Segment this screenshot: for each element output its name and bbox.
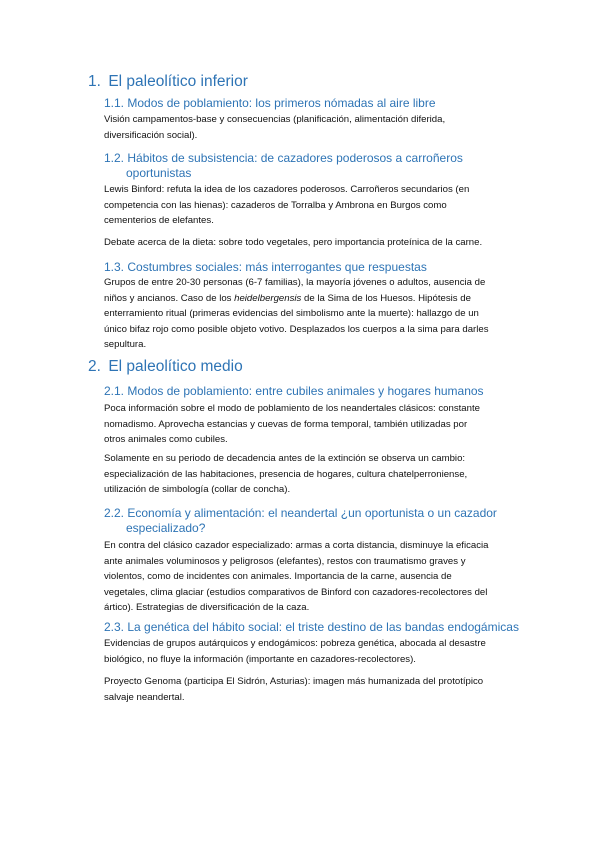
paragraph <box>104 636 514 667</box>
text-line: ártico). Estrategias de diversificación de la caza. <box>104 602 310 613</box>
text-line: único bifaz rojo como posible objeto votivo. Desplazados los cuerpos a la sima para darles <box>104 323 489 335</box>
text-line: diversificación social). <box>104 129 198 141</box>
text-line: salvaje neandertal. <box>104 691 185 703</box>
text-line: Poca información sobre el modo de poblamiento de los neandertales clásicos: constante <box>104 403 480 414</box>
text-line: cementerios de elefantes. <box>104 215 214 226</box>
section-heading <box>88 73 248 91</box>
text-line <box>104 291 514 307</box>
text-line: otros animales como cubiles. <box>104 434 228 445</box>
paragraph <box>104 674 514 705</box>
text-line: utilización de simbología (collar de concha). <box>104 484 291 495</box>
text-line: En contra del clásico cazador especializado: armas a corta distancia, disminuye la eficacia <box>104 540 489 551</box>
subsection-heading: 2.1. Modos de poblamiento: entre cubiles animales y hogares humanos <box>104 384 484 398</box>
paragraph <box>104 275 514 353</box>
subsection-heading: 1.3. Costumbres sociales: más interrogantes que respuestas <box>104 260 427 274</box>
text-line: Solamente en su periodo de decadencia antes de la extinción se observa un cambio: <box>104 453 466 464</box>
text-line: competencia con las hienas): cazaderos de Torralba y Ambrona en Burgos como <box>104 199 447 211</box>
text-line: vegetales, clima glaciar (estudios comparativos de Binford con cazadores-recolectores del <box>104 586 488 598</box>
section-number: 1. <box>88 73 101 90</box>
text-line: enterramiento ritual (primeras evidencias del simbolismo ante la muerte): hallazgo de un <box>104 308 479 319</box>
text-line: violentos, como de incidentes con animales. Importancia de la carne, ausencia de <box>104 571 452 582</box>
subsection-title-cont: especializado? <box>126 521 206 535</box>
subsection-heading: 2.3. La genética del hábito social: el triste destino de las bandas endogámicas <box>104 620 519 634</box>
text-line: Proyecto Genoma (participa El Sidrón, Asturias): imagen más humanizada del prototípico <box>104 676 484 687</box>
paragraph <box>104 235 514 251</box>
paragraph <box>104 182 514 229</box>
text-line: Visión campamentos-base y consecuencias (planificación, alimentación diferida, <box>104 114 446 125</box>
text-line: Lewis Binford: refuta la idea de los cazadores poderosos. Carroñeros secundarios (en <box>104 184 470 195</box>
text-fragment: niños y ancianos. Caso de los <box>104 292 235 304</box>
text-line: Evidencias de grupos autárquicos y endogámicos: pobreza genética, abocada al desastre <box>104 638 486 649</box>
section-title: El paleolítico medio <box>108 358 243 375</box>
subsection-title: 2.2. Economía y alimentación: el neandertal ¿un oportunista o un cazador <box>104 506 497 520</box>
subsection-heading <box>104 506 497 536</box>
paragraph <box>104 538 514 616</box>
text-line: especialización de las habitaciones, presencia de hogares, cultura chatelperroniense, <box>104 468 468 480</box>
subsection-title-cont: oportunistas <box>126 166 192 180</box>
text-fragment: de la Sima de los Huesos. Hipótesis de <box>301 292 471 304</box>
text-line: biológico, no fluye la información (importante en cazadores-recolectores). <box>104 653 416 665</box>
text-line: sepultura. <box>104 339 147 350</box>
paragraph <box>104 112 514 143</box>
subsection-heading: 1.1. Modos de poblamiento: los primeros nómadas al aire libre <box>104 96 436 110</box>
text-line: nomadismo. Aprovecha estancias y cuevas de forma temporal, también utilizadas por <box>104 418 468 430</box>
subsection-title: 1.2. Hábitos de subsistencia: de cazadores poderosos a carroñeros <box>104 151 463 165</box>
paragraph <box>104 451 514 498</box>
text-line: ante animales voluminosos y peligrosos (elefantes), restos con traumatismo graves y <box>104 555 466 567</box>
section-heading <box>88 358 243 376</box>
subsection-heading <box>104 151 463 181</box>
text-line: Debate acerca de la dieta: sobre todo vegetales, pero importancia proteínica de la carne. <box>104 237 483 248</box>
paragraph <box>104 401 514 448</box>
section-number: 2. <box>88 358 101 375</box>
section-title: El paleolítico inferior <box>108 73 248 90</box>
text-line: Grupos de entre 20-30 personas (6-7 familias), la mayoría jóvenes o adultos, ausencia de <box>104 277 486 288</box>
italic-term: heidelbergensis <box>234 292 302 304</box>
